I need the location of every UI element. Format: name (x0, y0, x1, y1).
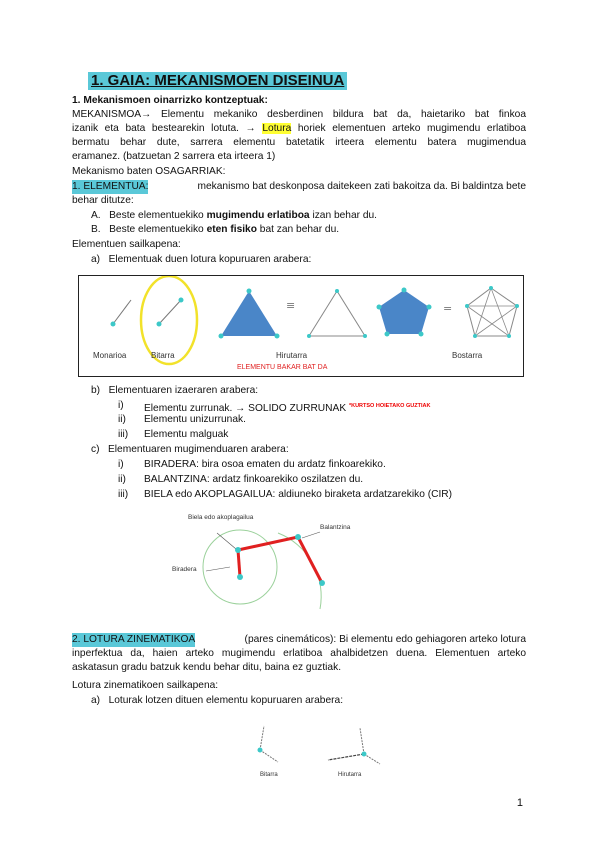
list-marker: A. (91, 210, 101, 221)
sailkapena2-heading: Lotura zinematikoen sailkapena: (72, 680, 219, 691)
bitarra-link (159, 300, 181, 324)
list-marker: a) (91, 695, 101, 706)
sublist-item (118, 473, 126, 487)
equals-symbol: = (443, 302, 453, 315)
monarioa-link (113, 300, 131, 324)
sublist-item-text: Elementu malguak (144, 429, 229, 440)
para1-line2-post: horiek elementuen arteko mugimendu erlatiboa (297, 123, 526, 134)
elementua-text1: mekanismo bat deskonposa daitekeen zati bakoitza da. Bi baldintza bete (197, 181, 526, 192)
diagonal (475, 288, 491, 336)
label-biela: Biela edo akoplagailua (188, 514, 254, 521)
node (247, 289, 252, 294)
node (111, 322, 116, 327)
list-marker: iii) (118, 429, 129, 440)
label-bitarra: Bitarra (151, 351, 175, 360)
lotura-highlight: Lotura (262, 123, 292, 134)
para1-line4: eramanez. (batzuetan 2 sarrera eta irteera 1) (72, 151, 276, 162)
sublist-item (118, 413, 126, 427)
leader-line (206, 567, 230, 571)
link (260, 750, 278, 762)
sublist-item (118, 458, 124, 472)
node (507, 334, 511, 338)
label-monarioa: Monarioa (93, 351, 127, 360)
sublist-item-text: Elementu unizurrunak. (144, 414, 246, 425)
list-text: Elementuaren mugimenduaren arabera: (108, 444, 289, 455)
list-item-c (91, 443, 289, 457)
element-types-figure (78, 275, 524, 377)
node (275, 334, 280, 339)
elementua-label: 1. ELEMENTUA: (72, 181, 149, 192)
node (515, 304, 519, 308)
single-element-note: ELEMENTU BAKAR BAT DA (237, 364, 328, 371)
joint (235, 547, 241, 553)
osagarriak-line: Mekanismo baten OSAGARRIAK: (72, 166, 226, 177)
list-marker: b) (91, 385, 101, 396)
sailkapena-heading: Elementuen sailkapena: (72, 239, 181, 250)
elementua-text2: behar ditutze: (72, 195, 134, 206)
label-hirutarra: Hirutarra (276, 351, 308, 360)
list-marker: a) (91, 254, 101, 265)
node (219, 334, 224, 339)
label-balantzina: Balantzina (320, 524, 351, 531)
joint-types-figure (240, 718, 390, 778)
four-bar-mechanism-figure (160, 505, 390, 625)
link (328, 754, 364, 760)
elementua-paragraph (72, 180, 526, 208)
sublist-item (118, 488, 128, 502)
joint-node (362, 752, 367, 757)
label-bitarra-joint: Bitarra (260, 772, 278, 778)
link (260, 726, 264, 750)
para1-line1: → Elementu mekaniko desberdinen bildura bat da, haietariko bat finkoa (141, 109, 526, 120)
node (363, 334, 367, 338)
lotura-line2: inperfektua da, haien arteko mugimendu erlatiboa ahalbidetzen duena. Elementuen arteko (72, 648, 526, 659)
label-biradera: Biradera (172, 566, 197, 573)
page-number: 1 (516, 797, 523, 809)
rocker-link (298, 537, 322, 583)
node (419, 332, 424, 337)
crank-link (238, 550, 240, 577)
triangle-outline (309, 291, 365, 336)
triangle-filled (221, 291, 277, 336)
list-item-A (91, 209, 377, 223)
pentagon-filled (379, 290, 429, 334)
lotura-paragraph (72, 633, 526, 675)
sublist-item (118, 428, 128, 442)
list-marker: ii) (118, 474, 126, 485)
list-marker: i) (118, 459, 124, 470)
link (364, 754, 380, 764)
node (179, 298, 184, 303)
list-item-b (91, 384, 258, 398)
label-bostarra: Bostarra (452, 351, 483, 360)
joint (295, 534, 301, 540)
node (385, 332, 390, 337)
sublist-item-text: BIRADERA: bira osoa ematen du ardatz finkoarekiko. (144, 459, 386, 470)
section-heading: 1. Mekanismoen oinarrizko kontzeptuak: (72, 95, 268, 106)
node (489, 286, 493, 290)
para1-line2-pre: izanik eta bata bestearekin lotuta. → (72, 123, 256, 134)
para1-line3: bermatu behar dute, sarrera elementu batetatik irteera elementu batera mugimendua (72, 137, 526, 148)
sublist-item (118, 399, 124, 413)
fixed-pivot (237, 574, 243, 580)
joint-node (258, 748, 263, 753)
label-hirutarra-joint: Hirutarra (338, 772, 362, 778)
node (427, 305, 432, 310)
leader-line (217, 533, 236, 549)
list-text: bat zan behar du. (259, 224, 340, 235)
node (157, 322, 162, 327)
equivalence-symbol: ≡ (286, 299, 296, 312)
list-bold: eten fisiko (206, 224, 257, 235)
diagonal (491, 288, 509, 336)
coupler-link (238, 537, 298, 550)
node (473, 334, 477, 338)
lotura-line1: (pares cinemáticos): Bi elementu edo gehiagoren arteko lotura (244, 634, 526, 645)
list-marker: iii) (118, 489, 129, 500)
list-item-B (91, 223, 339, 237)
list-text: Elementu zurrunak. → SOLIDO ZURRUNAK (144, 403, 347, 414)
page-title: 1. GAIA: MEKANISMOEN DISEINUA (88, 72, 347, 90)
list-text: Beste elementuekiko (109, 224, 204, 235)
list-marker: i) (118, 400, 124, 411)
node (465, 304, 469, 308)
list-marker: ii) (118, 414, 126, 425)
element-types-diagram (79, 276, 523, 376)
list-marker: c) (91, 444, 100, 455)
lotura-label: 2. LOTURA ZINEMATIKOA (72, 634, 196, 645)
node (402, 288, 407, 293)
link (360, 728, 364, 754)
leader-line (302, 532, 320, 538)
mekanismoa-paragraph (72, 108, 526, 164)
node (335, 289, 339, 293)
list-item-a2 (91, 694, 343, 708)
list-text: Elementuak duen lotura kopuruaren arabera: (108, 254, 312, 265)
node (307, 334, 311, 338)
term-mekanismoa: MEKANISMOA (72, 109, 142, 120)
list-text: Beste elementuekiko (109, 210, 204, 221)
sublist-item-text: BIELA edo AKOPLAGAILUA: aldiuneko biraketa ardatzarekiko (CIR) (144, 489, 453, 500)
list-marker: B. (91, 224, 101, 235)
courses-note: *KURTSO HOIETAKO GUZTIAK (348, 403, 431, 409)
list-text: Loturak lotzen dituen elementu kopuruaren arabera: (108, 695, 344, 706)
node (377, 305, 382, 310)
lotura-line3: askatasun gradu batzuk kendu behar ditu, baina ez guztiak. (72, 662, 342, 673)
list-text: Elementuaren izaeraren arabera: (108, 385, 259, 396)
fixed-pivot (319, 580, 325, 586)
list-bold: mugimendu erlatiboa (206, 210, 310, 221)
pentagon-outline (467, 288, 517, 336)
list-text: izan behar du. (312, 210, 378, 221)
sublist-item-text: BALANTZINA: ardatz finkoarekiko oszilatzen du. (144, 474, 364, 485)
list-item-a (91, 253, 311, 267)
